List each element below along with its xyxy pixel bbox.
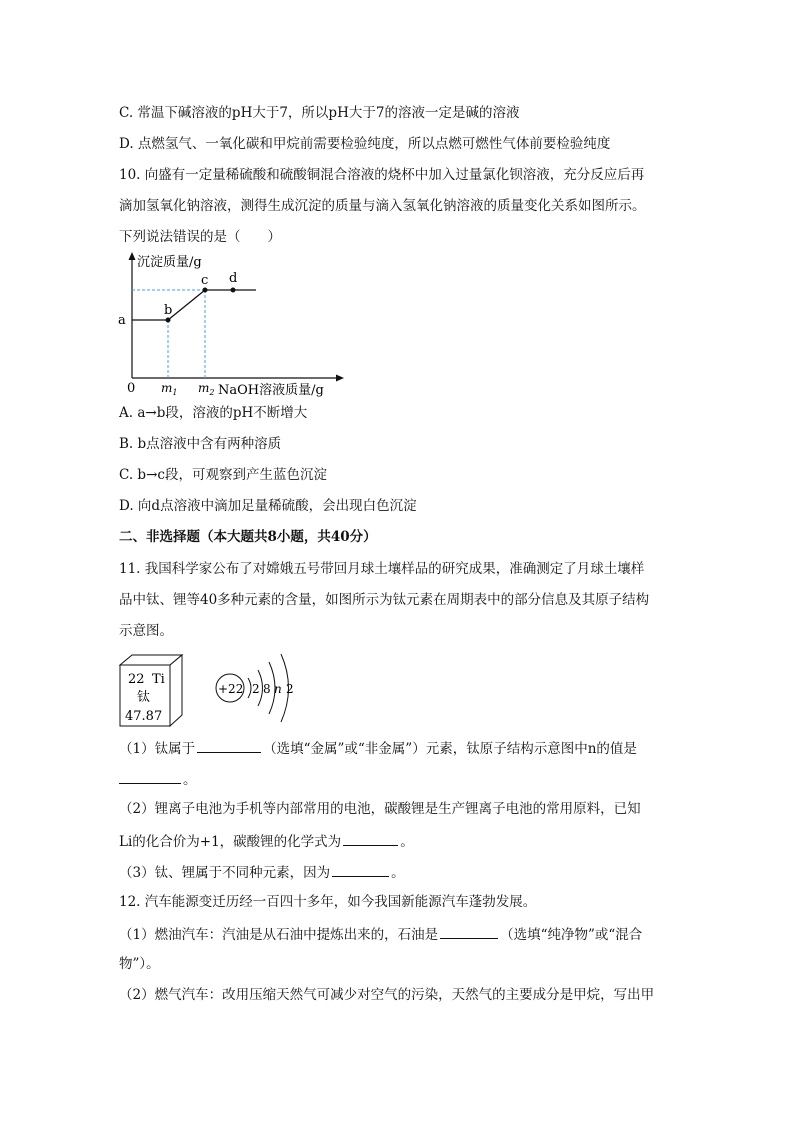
q12-1-prefix: （1）燃油汽车：汽油是从石油中提炼出来的，石油是	[119, 927, 439, 943]
question-12-2-line-1: （2）燃气汽车：改用压缩天然气可减少对空气的污染，天然气的主要成分是甲烷，写出甲	[119, 987, 655, 1003]
atomic-number: 22	[128, 672, 145, 687]
data-series-line	[132, 290, 256, 320]
question-11-2-line-2	[119, 831, 414, 851]
shell-4-electrons: 2	[286, 682, 294, 696]
x-tick-m1: $m_1$	[161, 381, 178, 397]
question-11-line-2: 品中钛、锂等40多种元素的含量，如图所示为钛元素在周期表中的部分信息及其原子结构	[119, 592, 650, 608]
element-name: 钛	[137, 690, 151, 705]
point-a-label: a	[118, 313, 126, 328]
option-b: B. b点溶液中含有两种溶质	[119, 436, 282, 452]
question-11-3	[119, 862, 405, 882]
question-10-line-2: 滴加氢氧化钠溶液，测得生成沉淀的质量与滴入氢氧化钠溶液的质量变化关系如图所示。	[119, 198, 646, 214]
q11-1-blank-n[interactable]	[119, 769, 181, 784]
q12-1-blank-petroleum[interactable]	[440, 924, 498, 939]
q11-1-end: 。	[183, 772, 197, 788]
q11-3-blank-reason[interactable]	[332, 862, 389, 877]
x-axis-arrow	[336, 375, 344, 382]
q11-1-prefix: （1）钛属于	[119, 741, 196, 757]
option-d-previous: D. 点燃氢气、一氧化碳和甲烷前需要检验纯度，所以点燃可燃性气体前要检验纯度	[119, 136, 611, 152]
q11-3-prefix: （3）钛、锂属于不同种元素，因为	[119, 865, 331, 881]
q11-2-blank-formula[interactable]	[343, 831, 398, 846]
q11-2-prefix: Li的化合价为+1，碳酸锂的化学式为	[119, 834, 342, 850]
shell-1-electrons: 2	[252, 682, 260, 696]
origin-label: 0	[127, 381, 136, 396]
shell-arc-1	[248, 678, 251, 698]
section-heading: 二、非选择题（本大题共8小题，共40分）	[119, 529, 377, 545]
precipitate-mass-chart	[112, 250, 352, 400]
q12-1-suffix: （选填“纯净物”或“混合	[500, 927, 643, 943]
question-12-1-line-2: 物”）。	[119, 956, 160, 972]
point-b	[166, 318, 171, 323]
option-c-previous: C. 常温下碱溶液的pH大于7，所以pH大于7的溶液一定是碱的溶液	[119, 105, 520, 121]
nucleus-charge: +22	[218, 682, 244, 696]
question-11-line-1: 11. 我国科学家公布了对嫦娥五号带回月球土壤样品的研究成果，准确测定了月球土壤样	[119, 561, 645, 577]
question-12-1-line-1	[119, 924, 642, 944]
element-symbol: Ti	[152, 672, 165, 687]
q11-2-end: 。	[400, 834, 414, 850]
question-11-1-line-1	[119, 738, 637, 758]
titanium-atom-structure-diagram	[210, 648, 310, 728]
y-axis-arrow	[129, 252, 136, 260]
q11-1-suffix: （选填“金属”或“非金属”）元素，钛原子结构示意图中n的值是	[263, 741, 637, 757]
titanium-element-card	[112, 652, 212, 732]
point-d-label: d	[229, 271, 238, 286]
option-d: D. 向d点溶液中滴加足量稀硫酸，会出现白色沉淀	[119, 498, 417, 514]
question-10-line-3: 下列说法错误的是（ ）	[119, 229, 281, 245]
point-c	[203, 288, 208, 293]
atomic-mass: 47.87	[125, 709, 163, 724]
question-11-2-line-1: （2）锂离子电池为手机等内部常用的电池，碳酸锂是生产锂离子电池的常用原料，已知	[119, 801, 641, 817]
question-10-line-1: 10. 向盛有一定量稀硫酸和硫酸铜混合溶液的烧杯中加入过量氯化钡溶液，充分反应后再	[119, 167, 645, 183]
option-c: C. b→c段，可观察到产生蓝色沉淀	[119, 467, 327, 483]
question-11-line-3: 示意图。	[119, 623, 173, 639]
q11-3-end: 。	[391, 865, 405, 881]
point-c-label: c	[201, 273, 209, 288]
option-a: A. a→b段，溶液的pH不断增大	[119, 405, 308, 421]
point-b-label: b	[164, 303, 173, 318]
q11-1-blank-metal[interactable]	[197, 738, 261, 753]
point-d	[231, 288, 236, 293]
y-axis-label: 沉淀质量/g	[137, 255, 202, 270]
shell-3-electrons: n	[274, 682, 282, 696]
x-axis-label: NaOH溶液质量/g	[218, 383, 324, 398]
x-tick-m2: $m_2$	[198, 381, 215, 397]
question-11-1-line-2	[119, 769, 197, 789]
question-12-line-1: 12. 汽车能源变迁历经一百四十多年，如今我国新能源汽车蓬勃发展。	[119, 894, 537, 910]
shell-2-electrons: 8	[263, 682, 271, 696]
